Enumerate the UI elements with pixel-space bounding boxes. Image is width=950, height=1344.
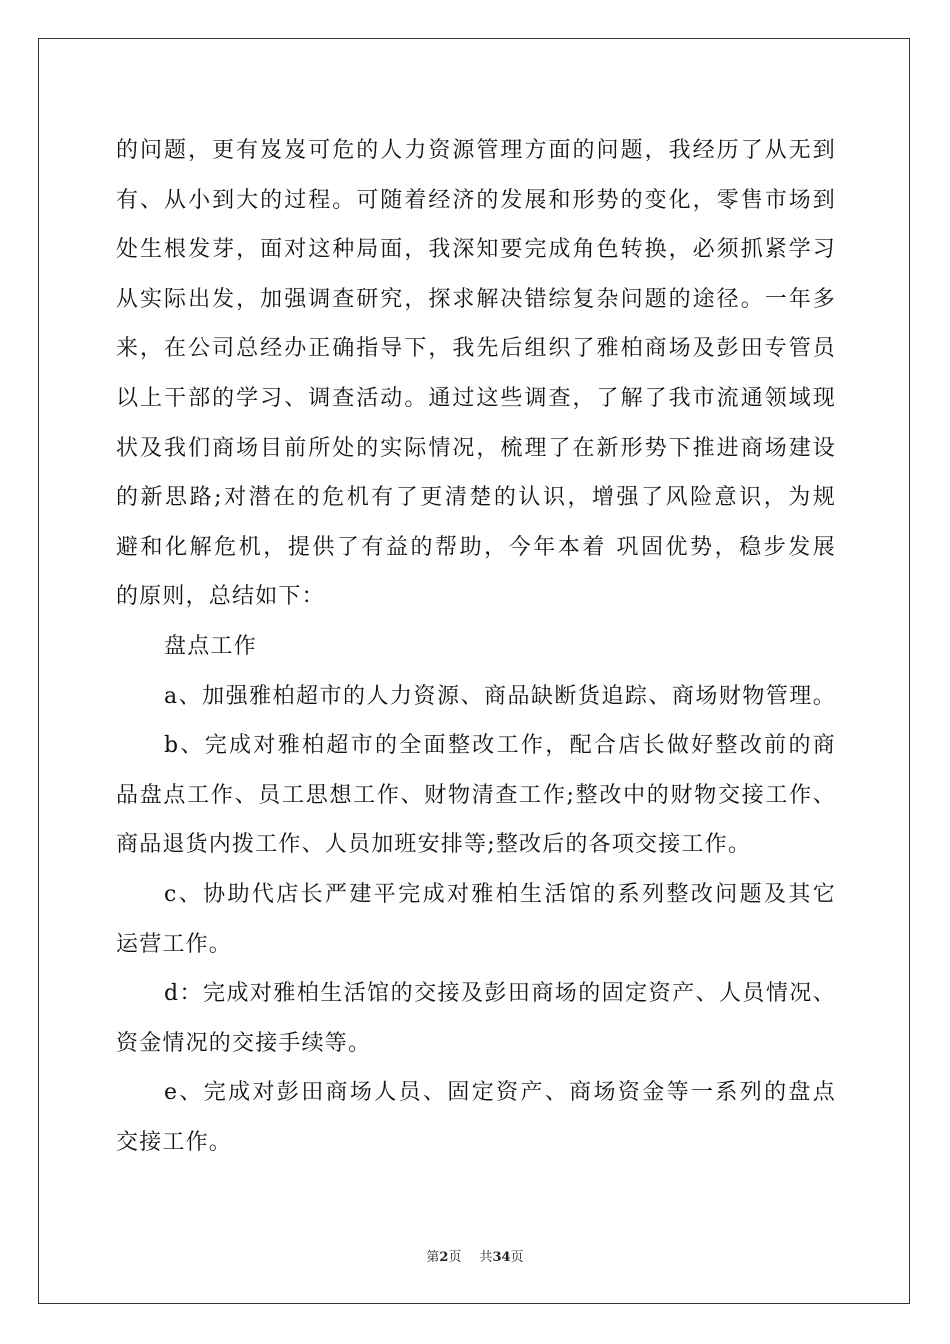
- document-body: [116, 126, 836, 1167]
- text-line: 运营工作。: [116, 931, 233, 957]
- text-line: c、协助代店长严建平完成对雅柏生活馆的系列整改问题及其它: [164, 881, 836, 907]
- text-line: 资金情况的交接手续等。: [116, 1030, 372, 1056]
- text-line: 的新思路;对潜在的危机有了更清楚的认识，增强了风险意识，为规: [116, 485, 836, 511]
- text-line: 的原则，总结如下：: [116, 584, 325, 610]
- text-line: 品盘点工作、员工思想工作、财物清查工作;整改中的财物交接工作、: [116, 782, 836, 808]
- text-line: d：完成对雅柏生活馆的交接及彭田商场的固定资产、人员情况、: [164, 981, 836, 1007]
- footer-page-suffix: 页: [448, 1250, 462, 1265]
- footer-total-pages: 34: [492, 1250, 511, 1265]
- text-line: a、加强雅柏超市的人力资源、商品缺断货追踪、商场财物管理。: [164, 683, 836, 709]
- text-line: 处生根发芽，面对这种局面，我深知要完成角色转换，必须抓紧学习: [116, 237, 836, 263]
- footer-current-page: 2: [439, 1250, 449, 1265]
- text-line: 来，在公司总经办正确指导下，我先后组织了雅柏商场及彭田专管员: [116, 336, 836, 362]
- text-line: e、完成对彭田商场人员、固定资产、商场资金等一系列的盘点: [164, 1080, 836, 1106]
- text-line: 的问题，更有岌岌可危的人力资源管理方面的问题，我经历了从无到: [116, 138, 836, 163]
- footer-total-suffix: 页: [510, 1250, 524, 1265]
- text-line: b、完成对雅柏超市的全面整改工作，配合店长做好整改前的商: [164, 733, 836, 759]
- footer-page-prefix: 第: [426, 1250, 440, 1265]
- text-line: 有、从小到大的过程。可随着经济的发展和形势的变化，零售市场到: [116, 187, 836, 213]
- text-line: 以上干部的学习、调查活动。通过这些调查，了解了我市流通领域现: [116, 385, 836, 411]
- text-line: 从实际出发，加强调查研究，探求解决错综复杂问题的途径。一年多: [116, 286, 836, 312]
- page-footer: [0, 1246, 950, 1265]
- text-line: 状及我们商场目前所处的实际情况，梳理了在新形势下推进商场建设: [116, 435, 836, 461]
- text-line: 商品退货内拨工作、人员加班安排等;整改后的各项交接工作。: [116, 832, 752, 858]
- text-line: 盘点工作: [164, 633, 257, 659]
- text-line: 交接工作。: [116, 1129, 233, 1155]
- text-line: 避和化解危机，提供了有益的帮助，今年本着 巩固优势，稳步发展: [116, 534, 836, 560]
- footer-total-prefix: 共: [479, 1250, 493, 1265]
